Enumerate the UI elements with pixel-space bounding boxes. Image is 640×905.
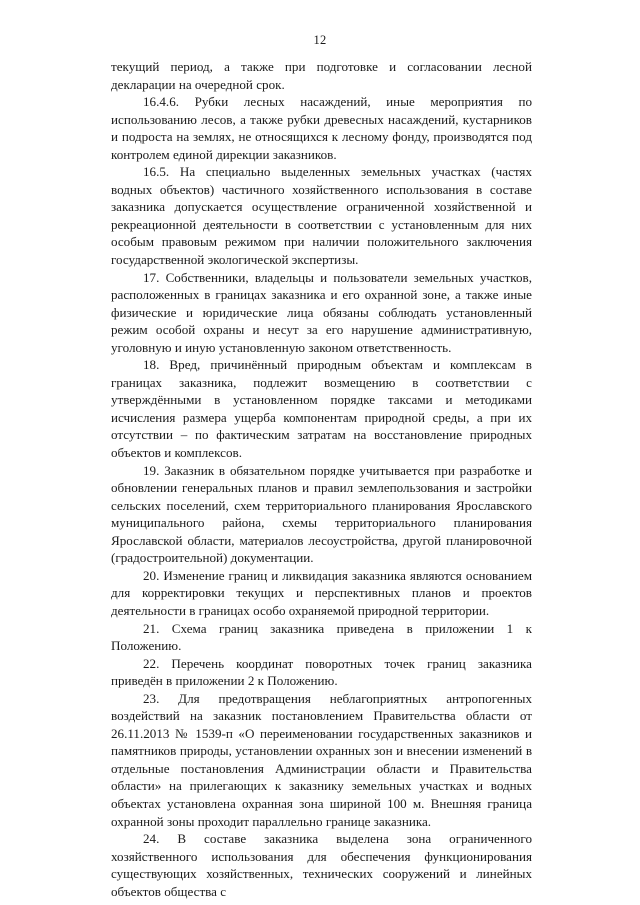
page-number: 12: [313, 33, 327, 47]
paragraph-16-4-6: 16.4.6. Рубки лесных насаждений, иные мероприятия по использованию лесов, а также рубки древесных насаждений, кустарников и подроста на землях, не относящихся к лесному фонду, производятся под контролем единой дирекции заказников.: [111, 94, 532, 162]
paragraph-17: 17. Собственники, владельцы и пользователи земельных участков, расположенных в границах заказника и его охранной зоне, а также иные физические и юридические лица обязаны соблюдать установленный режим особой охраны и несут за его нарушение административную, уголовную и иную установленную законом ответственность.: [111, 269, 532, 355]
paragraph-continuation: текущий период, а также при подготовке и согласовании лесной декларации на очередной срок.: [111, 59, 532, 92]
paragraph-19: 19. Заказник в обязательном порядке учитывается при разработке и обновлении генеральных планов и правил землепользования и застройки сельских поселений, схем территориального планирования Ярославского муниципального района, схемы территориального планирования Ярославской области, материалов лесоустройства, другой планировочной (градостроительной) документации.: [111, 462, 532, 566]
document-body: [111, 58, 532, 900]
paragraph-16-5: 16.5. На специально выделенных земельных участках (частях водных объектов) частичного хозяйственного использования в составе заказника допускается осуществление ограниченной хозяйственной и рекреационной деятельности в соответствии с установленным для них особым правовым режимом при наличии положительного заключения государственной экологической экспертизы.: [111, 164, 532, 268]
paragraph-23: 23. Для предотвращения неблагоприятных антропогенных воздействий на заказник постановлением Правительства области от 26.11.2013 № 1539-п «О переименовании государственных заказников и памятников природы, установлении охранных зон и внесении изменений в отдельные постановления Администрации области и Правительства области» на прилегающих к заказнику земельных участках и водных объектах установлена охранная зона шириной 100 м. Внешняя граница охранной зоны проходит параллельно границе заказника.: [111, 690, 532, 829]
paragraph-24: 24. В составе заказника выделена зона ограниченного хозяйственного использования для обеспечения функционирования существующих хозяйственных, технических сооружений и линейных объектов общества с: [111, 831, 532, 899]
paragraph-18: 18. Вред, причинённый природным объектам и комплексам в границах заказника, подлежит возмещению в соответствии с утверждёнными в установленном порядке таксами и методиками исчисления размера ущерба компонентам природной среды, а при их отсутствии – по фактическим затратам на восстановление природных объектов и комплексов.: [111, 357, 532, 461]
paragraph-22: 22. Перечень координат поворотных точек границ заказника приведён в приложении 2 к Положению.: [111, 655, 532, 689]
paragraph-21: 21. Схема границ заказника приведена в приложении 1 к Положению.: [111, 620, 532, 654]
paragraph-20: 20. Изменение границ и ликвидация заказника являются основанием для корректировки текущих и перспективных планов и проектов деятельности в границах особо охраняемой природной территории.: [111, 567, 532, 618]
